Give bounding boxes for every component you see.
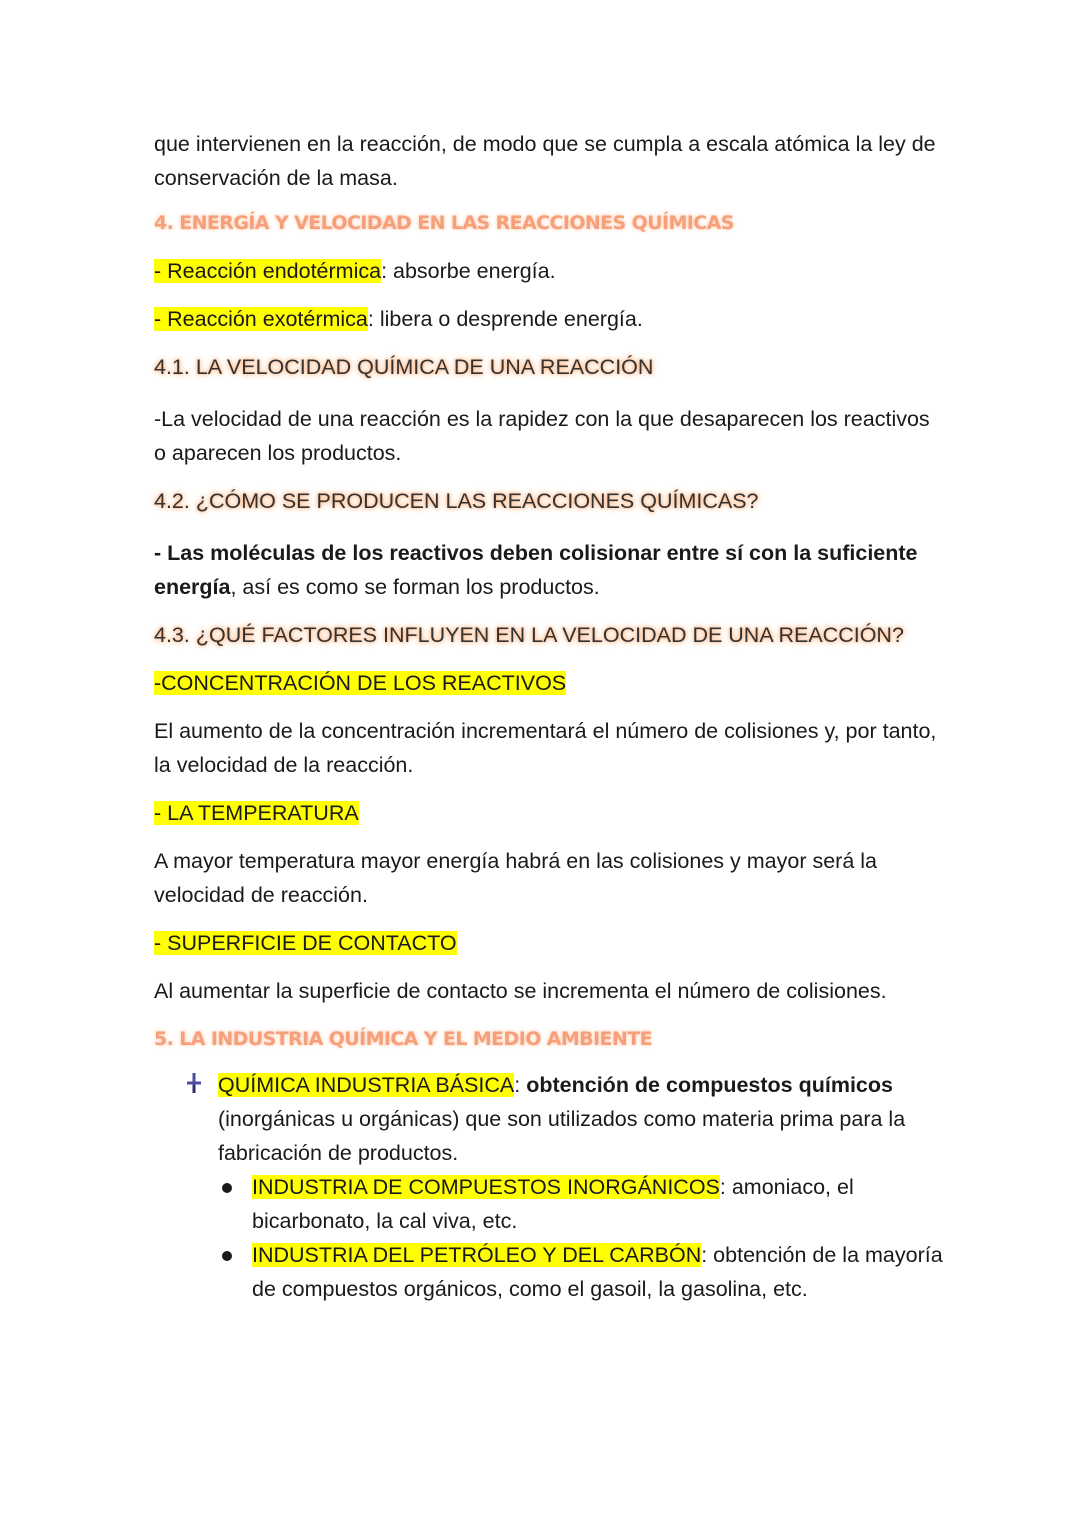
factor-concentration-highlight: -CONCENTRACIÓN DE LOS REACTIVOS xyxy=(154,671,567,695)
industry-list xyxy=(154,1068,944,1306)
basic-industry-bold: obtención de compuestos químicos xyxy=(526,1073,893,1097)
section-4-1-paragraph: -La velocidad de una reacción es la rapidez con la que desaparecen los reactivos o aparecen los productos. xyxy=(154,407,930,465)
list-item-petroleum xyxy=(218,1238,944,1306)
factor-temperature-highlight: - LA TEMPERATURA xyxy=(154,801,359,825)
basic-industry-term: QUÍMICA INDUSTRIA BÁSICA xyxy=(218,1073,515,1097)
exothermic-term: - Reacción exotérmica xyxy=(154,307,368,331)
section-4-2-heading: 4.2. ¿CÓMO SE PRODUCEN LAS REACCIONES QUÍMICAS? xyxy=(154,489,759,513)
petroleum-term: INDUSTRIA DEL PETRÓLEO Y DEL CARBÓN xyxy=(252,1243,702,1267)
bullet-icon xyxy=(222,1251,232,1261)
section-4-3-heading: 4.3. ¿QUÉ FACTORES INFLUYEN EN LA VELOCIDAD DE UNA REACCIÓN? xyxy=(154,623,904,647)
exothermic-text: : libera o desprende energía. xyxy=(367,307,643,331)
section-4-2-paragraph xyxy=(154,536,944,604)
document-page xyxy=(154,127,944,1306)
factor-temperature-text: A mayor temperatura mayor energía habrá en las colisiones y mayor será la velocidad de reacción. xyxy=(154,849,877,907)
inorganic-term: INDUSTRIA DE COMPUESTOS INORGÁNICOS xyxy=(252,1175,720,1199)
petroleum-text: : obtención de la mayoría de compuestos orgánicos, como el gasoil, la gasolina, etc. xyxy=(252,1243,943,1301)
section-5-heading: 5. LA INDUSTRIA QUÍMICA Y EL MEDIO AMBIENTE xyxy=(154,1028,652,1050)
list-item-inorganic xyxy=(218,1170,944,1238)
factor-temperature-label xyxy=(154,796,944,830)
inorganic-text: : amoniaco, el bicarbonato, la cal viva, etc. xyxy=(252,1175,854,1233)
basic-industry-colon: : xyxy=(514,1073,527,1097)
factor-concentration-label xyxy=(154,666,944,700)
list-item-basic-industry xyxy=(154,1068,944,1306)
factor-surface-text: Al aumentar la superficie de contacto se incrementa el número de colisiones. xyxy=(154,979,887,1003)
industry-sublist xyxy=(218,1170,944,1306)
basic-industry-text: (inorgánicas u orgánicas) que son utilizados como materia prima para la fabricación de productos. xyxy=(218,1107,906,1165)
intro-paragraph: que intervienen en la reacción, de modo que se cumpla a escala atómica la ley de conservación de la masa. xyxy=(154,132,936,190)
factor-surface-highlight: - SUPERFICIE DE CONTACTO xyxy=(154,931,457,955)
bullet-icon xyxy=(222,1183,232,1193)
section-4-heading: 4. ENERGÍA Y VELOCIDAD EN LAS REACCIONES QUÍMICAS xyxy=(154,212,734,234)
exothermic-definition xyxy=(154,302,944,336)
plus-cross-icon xyxy=(186,1071,202,1095)
endothermic-term: - Reacción endotérmica xyxy=(154,259,382,283)
factor-surface-label xyxy=(154,926,944,960)
endothermic-text: : absorbe energía. xyxy=(381,259,556,283)
section-4-2-text: , así es como se forman los productos. xyxy=(230,575,600,599)
section-4-2-bold-text: - Las moléculas de los reactivos deben colisionar entre sí con la suficiente energía xyxy=(154,541,918,599)
section-4-1-heading: 4.1. LA VELOCIDAD QUÍMICA DE UNA REACCIÓN xyxy=(154,355,654,379)
endothermic-definition xyxy=(154,254,944,288)
factor-concentration-text: El aumento de la concentración incrementará el número de colisiones y, por tanto, la velocidad de la reacción. xyxy=(154,719,937,777)
